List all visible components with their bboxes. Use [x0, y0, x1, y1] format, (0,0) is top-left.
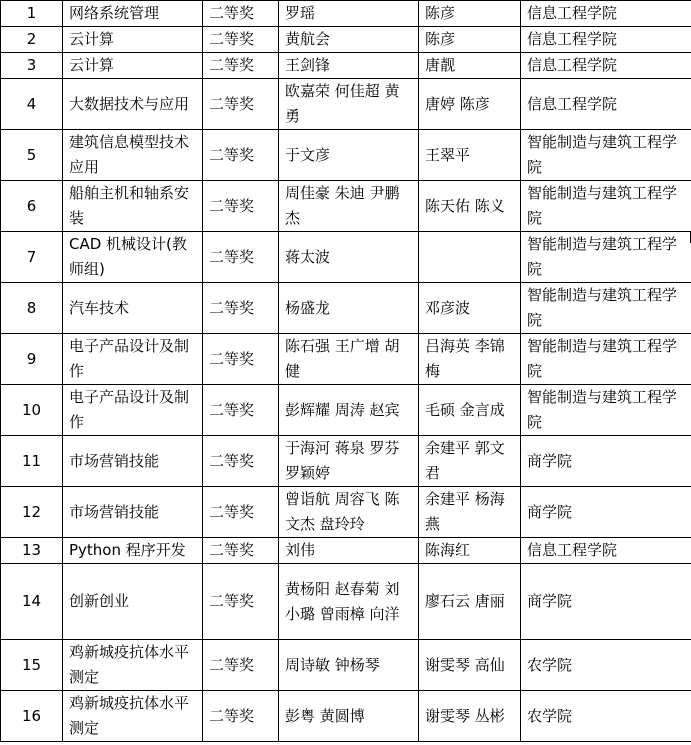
- college-name: 智能制造与建筑工程学院: [521, 283, 691, 334]
- college-name: 智能制造与建筑工程学院: [521, 181, 691, 232]
- college-name: 商学院: [521, 436, 691, 487]
- row-number: 6: [1, 181, 63, 232]
- award-level: 二等奖: [203, 1, 279, 27]
- row-number: 10: [1, 385, 63, 436]
- table-row: [1, 334, 691, 385]
- award-level: 二等奖: [203, 385, 279, 436]
- teacher-names: 吕海英 李锦梅: [419, 334, 521, 385]
- college-name: 农学院: [521, 691, 691, 742]
- competition-name: 网络系统管理: [63, 1, 203, 27]
- award-level: 二等奖: [203, 130, 279, 181]
- teacher-names: 王翠平: [419, 130, 521, 181]
- table-row: [1, 27, 691, 53]
- teacher-names: 唐婷 陈彦: [419, 79, 521, 130]
- competition-name: 云计算: [63, 27, 203, 53]
- college-name: 智能制造与建筑工程学院: [521, 130, 691, 181]
- award-level: 二等奖: [203, 232, 279, 283]
- table-row: [1, 181, 691, 232]
- college-name: 商学院: [521, 487, 691, 538]
- row-number: 12: [1, 487, 63, 538]
- college-name: 智能制造与建筑工程学院: [521, 334, 691, 385]
- table-row: [1, 487, 691, 538]
- row-number: 2: [1, 27, 63, 53]
- college-name: 信息工程学院: [521, 27, 691, 53]
- competition-name: Python 程序开发: [63, 538, 203, 564]
- student-names: 黄杨阳 赵春菊 刘小璐 曾雨樟 向洋: [279, 564, 419, 640]
- student-names: 于海河 蒋泉 罗芬 罗颖婷: [279, 436, 419, 487]
- award-level: 二等奖: [203, 283, 279, 334]
- competition-name: 云计算: [63, 53, 203, 79]
- college-name: 智能制造与建筑工程学院: [521, 385, 691, 436]
- award-level: 二等奖: [203, 181, 279, 232]
- student-names: 刘伟: [279, 538, 419, 564]
- teacher-names: 余建平 郭文君: [419, 436, 521, 487]
- row-number: 7: [1, 232, 63, 283]
- teacher-names: 陈天佑 陈义: [419, 181, 521, 232]
- competition-name: 市场营销技能: [63, 436, 203, 487]
- competition-name: 建筑信息模型技术应用: [63, 130, 203, 181]
- student-names: 陈石强 王广增 胡健: [279, 334, 419, 385]
- row-number: 3: [1, 53, 63, 79]
- table-row: [1, 53, 691, 79]
- student-names: 周佳豪 朱迪 尹鹏杰: [279, 181, 419, 232]
- award-level: 二等奖: [203, 436, 279, 487]
- teacher-names: 陈彦: [419, 1, 521, 27]
- competition-name: 鸡新城疫抗体水平测定: [63, 691, 203, 742]
- row-number: 4: [1, 79, 63, 130]
- teacher-names: [419, 232, 521, 283]
- teacher-names: 邓彦波: [419, 283, 521, 334]
- row-number: 5: [1, 130, 63, 181]
- college-name: 信息工程学院: [521, 1, 691, 27]
- award-level: 二等奖: [203, 53, 279, 79]
- student-names: 王剑锋: [279, 53, 419, 79]
- row-number: 8: [1, 283, 63, 334]
- row-number: 9: [1, 334, 63, 385]
- teacher-names: 陈海红: [419, 538, 521, 564]
- teacher-names: 谢雯琴 高仙: [419, 640, 521, 691]
- table-row: [1, 385, 691, 436]
- competition-name: 电子产品设计及制作: [63, 334, 203, 385]
- college-name: 农学院: [521, 640, 691, 691]
- award-level: 二等奖: [203, 691, 279, 742]
- college-name: 信息工程学院: [521, 79, 691, 130]
- award-level: 二等奖: [203, 538, 279, 564]
- table-row: [1, 1, 691, 27]
- table-row: [1, 436, 691, 487]
- college-name: 商学院: [521, 564, 691, 640]
- student-names: 黄航会: [279, 27, 419, 53]
- table-row: [1, 691, 691, 742]
- row-number: 1: [1, 1, 63, 27]
- teacher-names: 谢雯琴 丛彬: [419, 691, 521, 742]
- competition-name: 电子产品设计及制作: [63, 385, 203, 436]
- student-names: 曾诣航 周容飞 陈文杰 盘玲玲: [279, 487, 419, 538]
- competition-name: 鸡新城疫抗体水平测定: [63, 640, 203, 691]
- award-level: 二等奖: [203, 640, 279, 691]
- competition-name: 市场营销技能: [63, 487, 203, 538]
- student-names: 周诗敏 钟杨琴: [279, 640, 419, 691]
- award-level: 二等奖: [203, 334, 279, 385]
- competition-name: 大数据技术与应用: [63, 79, 203, 130]
- row-number: 14: [1, 564, 63, 640]
- teacher-names: 余建平 杨海燕: [419, 487, 521, 538]
- college-name: 信息工程学院: [521, 538, 691, 564]
- college-name: 信息工程学院: [521, 53, 691, 79]
- competition-name: 船舶主机和轴系安装: [63, 181, 203, 232]
- competition-name: 汽车技术: [63, 283, 203, 334]
- row-number: 16: [1, 691, 63, 742]
- award-level: 二等奖: [203, 487, 279, 538]
- teacher-names: 唐靓: [419, 53, 521, 79]
- table-row: [1, 79, 691, 130]
- teacher-names: 陈彦: [419, 27, 521, 53]
- teacher-names: 廖石云 唐丽: [419, 564, 521, 640]
- student-names: 欧嘉荣 何佳超 黄勇: [279, 79, 419, 130]
- row-number: 15: [1, 640, 63, 691]
- row-number: 13: [1, 538, 63, 564]
- table-row: [1, 130, 691, 181]
- competition-name: CAD 机械设计(教师组): [63, 232, 203, 283]
- table-row: [1, 538, 691, 564]
- student-names: 蒋太波: [279, 232, 419, 283]
- award-level: 二等奖: [203, 27, 279, 53]
- awards-table-body: [1, 1, 691, 742]
- student-names: 彭辉耀 周涛 赵宾: [279, 385, 419, 436]
- table-row: [1, 564, 691, 640]
- award-level: 二等奖: [203, 564, 279, 640]
- award-level: 二等奖: [203, 79, 279, 130]
- row-number: 11: [1, 436, 63, 487]
- student-names: 罗瑶: [279, 1, 419, 27]
- college-name: 智能制造与建筑工程学院: [521, 232, 691, 283]
- table-row: [1, 283, 691, 334]
- student-names: 彭粤 黄圆博: [279, 691, 419, 742]
- table-row: [1, 232, 691, 283]
- student-names: 于文彦: [279, 130, 419, 181]
- competition-name: 创新创业: [63, 564, 203, 640]
- table-row: [1, 640, 691, 691]
- student-names: 杨盛龙: [279, 283, 419, 334]
- teacher-names: 毛硕 金言成: [419, 385, 521, 436]
